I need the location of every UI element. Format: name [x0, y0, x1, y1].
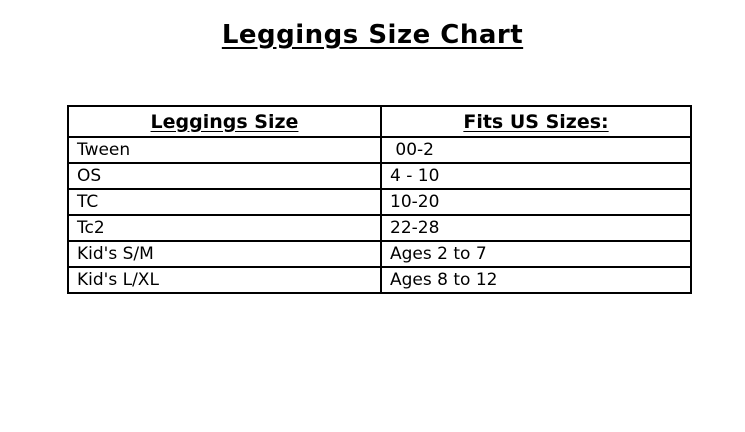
cell-fits: 4 - 10: [381, 163, 691, 189]
cell-fits: 00-2: [381, 137, 691, 163]
cell-fits: Ages 8 to 12: [381, 267, 691, 293]
header-leggings-size-label: Leggings Size: [150, 110, 299, 133]
cell-size: Kid's L/XL: [68, 267, 381, 293]
cell-fits: Ages 2 to 7: [381, 241, 691, 267]
cell-size: OS: [68, 163, 381, 189]
header-leggings-size: [68, 106, 381, 137]
table-row: [68, 215, 691, 241]
table-row: [68, 163, 691, 189]
table-row: [68, 189, 691, 215]
cell-size: Tween: [68, 137, 381, 163]
header-fits-us-sizes-label: Fits US Sizes:: [463, 110, 609, 133]
cell-size: Tc2: [68, 215, 381, 241]
table-row: [68, 137, 691, 163]
cell-fits: 22-28: [381, 215, 691, 241]
cell-size: TC: [68, 189, 381, 215]
size-chart-table: [67, 105, 692, 294]
cell-fits: 10-20: [381, 189, 691, 215]
header-fits-us-sizes: [381, 106, 691, 137]
page-title: Leggings Size Chart: [221, 20, 524, 50]
cell-size: Kid's S/M: [68, 241, 381, 267]
table-row: [68, 241, 691, 267]
table-row: [68, 267, 691, 293]
table-header-row: [68, 106, 691, 137]
